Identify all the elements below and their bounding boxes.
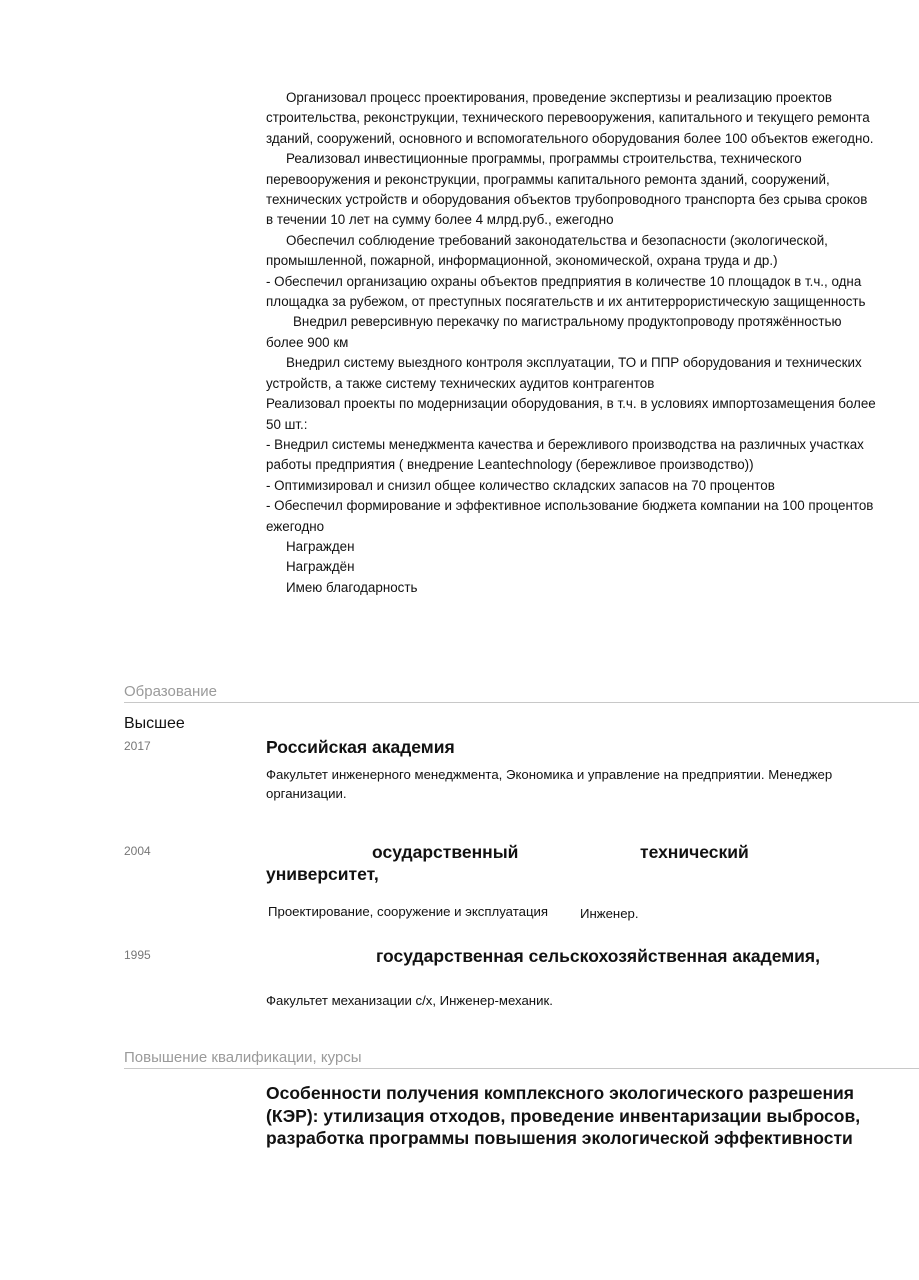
education-institution: Российская академия xyxy=(266,737,455,757)
courses-section-title: Повышение квалификации, курсы xyxy=(124,1049,362,1066)
education-divider xyxy=(124,702,919,703)
education-year: 1995 xyxy=(124,948,151,962)
education-description: Инженер. xyxy=(580,906,639,921)
award-item: Награжден xyxy=(286,538,355,554)
education-institution: технический xyxy=(640,842,749,862)
award-item: Имею благодарность xyxy=(286,579,418,595)
education-institution: университет, xyxy=(266,864,379,884)
achievement-paragraph: - Обеспечил организацию охраны объектов предприятия в количестве 10 площадок в т.ч., одна площадка за рубежом, от преступных посягательств и их антитеррористическую защищенность xyxy=(266,273,866,310)
achievement-paragraph: - Оптимизировал и снизил общее количество складских запасов на 70 процентов xyxy=(266,477,775,493)
education-institution: осударственный xyxy=(372,842,519,862)
achievement-paragraph: Реализовал проекты по модернизации оборудования, в т.ч. в условиях импортозамещения более 50 шт.: xyxy=(266,396,876,432)
education-description: Факультет инженерного менеджмента, Экономика и управление на предприятии. Менеджер организации. xyxy=(266,767,833,801)
education-level: Высшее xyxy=(124,715,185,732)
achievement-paragraph: Внедрил реверсивную перекачку по магистральному продуктопроводу протяжённостью более 900 км xyxy=(266,314,842,350)
education-institution: государственная сельскохозяйственная академия, xyxy=(376,946,820,966)
achievement-paragraph: Обеспечил соблюдение требований законодательства и безопасности (экологической, промышленной, пожарной, информационной, экономической, охрана труда и др.) xyxy=(266,232,828,269)
courses-divider xyxy=(124,1068,919,1069)
award-item: Награждён xyxy=(286,559,355,575)
education-description: Проектирование, сооружение и эксплуатация xyxy=(268,904,549,919)
achievement-paragraph: - Обеспечил формирование и эффективное использование бюджета компании на 100 процентов ежегодно xyxy=(266,498,874,534)
education-description: Факультет механизации с/х, Инженер-механик. xyxy=(266,993,553,1008)
experience-achievements xyxy=(266,88,878,598)
course-title: Особенности получения комплексного экологического разрешения (КЭР): утилизация отходов, проведение инвентаризации выбросов, разработка программы повышения экологической эффективности xyxy=(266,1083,861,1149)
achievement-paragraph: Организовал процесс проектирования, проведение экспертизы и реализацию проектов строительства, реконструкции, технического перевооружения, капитального и текущего ремонта зданий, сооружений, основного и вспомогательного оборудования более 100 объектов ежегодно. xyxy=(266,90,874,146)
achievement-paragraph: Реализовал инвестиционные программы, программы строительства, технического перевооружения и реконструкции, программы капитального ремонта зданий, сооружений, технических устройств и оборудования объектов трубопроводного транспорта без срыва сроков в течении 10 лет на сумму более 4 млрд.руб., ежегодно xyxy=(266,151,868,228)
education-year: 2004 xyxy=(124,844,151,858)
education-section-title: Образование xyxy=(124,683,217,700)
achievement-paragraph: - Внедрил системы менеджмента качества и бережливого производства на различных участках работы предприятия ( внедрение Leantechnology (бережливое производство)) xyxy=(266,436,864,473)
achievement-paragraph: Внедрил систему выездного контроля эксплуатации, ТО и ППР оборудования и технических устройств, а также систему технических аудитов контрагентов xyxy=(266,355,862,391)
education-year: 2017 xyxy=(124,739,151,753)
